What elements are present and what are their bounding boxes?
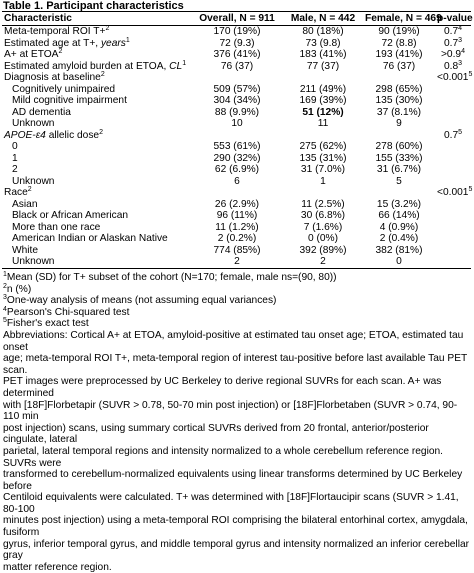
row-label [2, 118, 191, 130]
row-label-text: Black or African American [12, 210, 129, 221]
row-label-text: Cognitively unimpaired [12, 83, 116, 95]
row-label-text: Unknown [12, 175, 55, 187]
cell-male: 77 (37) [306, 60, 340, 72]
table-title: Table 1. Participant characteristics [3, 0, 184, 12]
cell-female: 15 (3.2%) [376, 198, 422, 210]
footnote [3, 307, 471, 319]
cell-female: 72 (8.8) [381, 37, 417, 49]
footnote-text: Pearson's Chi-squared test [6, 306, 130, 318]
cell-overall: 376 (41%) [213, 49, 261, 60]
abbreviation-line: parietal, lateral temporal regions and intensity normalized to a whole cerebellum reference region. SUVRs were [3, 445, 443, 469]
row-label [2, 95, 191, 107]
cell-female: 0 [363, 256, 435, 268]
footnote-list [3, 272, 471, 330]
footnote-mark: 4 [3, 305, 7, 313]
header-male: Male, N = 442 [283, 12, 363, 26]
row-label-text: White [12, 244, 39, 256]
cell-pvalue [435, 164, 471, 176]
footnote-mark: 5 [3, 317, 7, 325]
table-row [2, 61, 471, 73]
cell-male: 1 [320, 175, 326, 187]
cell-male: 11 (2.5%) [301, 198, 345, 210]
cell-pvalue [435, 61, 471, 73]
row-label [2, 72, 191, 84]
cell-male: 80 (18%) [302, 26, 344, 37]
table-row [2, 118, 471, 130]
abbreviation-line: PET images were preprocessed by UC Berkeley to derive regional SUVRs for each scan. A+ was determined [3, 376, 442, 399]
cell-female: 90 (19%) [378, 26, 420, 37]
cell-overall: 11 (1.2%) [215, 221, 259, 233]
cell-female: 9 [396, 118, 402, 129]
cell-female: 37 (8.1%) [376, 106, 422, 118]
footnote [3, 272, 471, 284]
cell-female: 2 (0.4%) [379, 233, 419, 244]
abbreviation-line: matter reference region. [3, 561, 112, 573]
pvalue-text: 0.7 [443, 26, 459, 37]
cell-male: 2 [283, 256, 363, 268]
cell-overall: 304 (34%) [213, 95, 261, 106]
row-label [2, 222, 191, 234]
cell-overall [191, 72, 283, 84]
table-row [2, 245, 471, 257]
table-row [2, 222, 471, 234]
row-label-italic: APOE-ε4 [4, 129, 46, 141]
cell-female [363, 72, 435, 84]
footnote [3, 318, 471, 330]
cell-pvalue [435, 26, 471, 38]
cell-female: 66 (14%) [378, 210, 420, 221]
table-row [2, 26, 471, 38]
abbreviation-line: with [18F]Florbetapir (SUVR > 0.78, 50-70 min post injection) or [18F]Florbetaben (SUVR > 0.74, 90-110 min [3, 399, 458, 423]
pvalue-footnote-mark: 5 [468, 186, 473, 193]
cell-female [363, 130, 435, 142]
row-label [2, 107, 191, 119]
table-row [2, 153, 471, 165]
table-header-row [2, 12, 471, 26]
pvalue-text: <0.001 [437, 72, 469, 83]
footnote-text: n (%) [6, 283, 32, 295]
cell-male [283, 130, 363, 142]
pvalue-footnote-mark: 4 [461, 48, 466, 55]
cell-female: 278 (60%) [375, 141, 423, 152]
cell-female: 382 (81%) [375, 244, 423, 256]
cell-overall: 774 (85%) [213, 244, 261, 256]
cell-overall: 26 (2.9%) [214, 198, 260, 210]
row-label-text: A+ at ETOA [4, 49, 59, 60]
cell-overall: 10 [231, 118, 243, 129]
row-label-text: Unknown [12, 256, 55, 267]
pvalue-text: <0.001 [437, 187, 469, 198]
row-label-text: Asian [12, 198, 38, 210]
pvalue-footnote-mark: 4 [458, 25, 463, 32]
table-row [2, 164, 471, 176]
cell-female: 76 (37) [382, 60, 416, 72]
cell-pvalue [435, 72, 471, 84]
row-label [2, 38, 191, 50]
header-pvalue: p-value [437, 12, 473, 24]
cell-female: 193 (41%) [375, 49, 423, 60]
footnote [3, 295, 471, 307]
row-label-text: 2 [12, 164, 18, 175]
row-label-text: Unknown [12, 118, 55, 129]
cell-male [283, 72, 363, 84]
row-label [2, 61, 191, 73]
cell-pvalue [435, 222, 471, 234]
row-label-text: More than one race [12, 221, 101, 233]
cell-pvalue [435, 118, 471, 130]
table-row [2, 141, 471, 153]
footnote-mark: 3 [3, 294, 7, 302]
row-label [2, 256, 191, 268]
cell-male: 7 (1.6%) [303, 221, 343, 233]
row-label [2, 210, 191, 222]
row-label-footnote-mark: 2 [99, 128, 103, 136]
cell-male: 11 [317, 118, 329, 129]
cell-overall [191, 187, 283, 199]
cell-overall: 2 [191, 256, 283, 268]
cell-overall [191, 130, 283, 142]
row-label-text: Meta-temporal ROI T+ [4, 26, 106, 37]
row-label [2, 153, 191, 165]
cell-overall: 290 (32%) [213, 152, 261, 164]
row-label-footnote-mark: 2 [105, 25, 110, 32]
footnote-mark: 1 [3, 271, 7, 278]
row-label-unit: years [100, 37, 126, 49]
row-label-unit: CL [169, 60, 183, 72]
cell-pvalue [435, 130, 471, 142]
cell-pvalue [435, 84, 471, 96]
cell-overall: 76 (37) [220, 60, 254, 72]
pvalue-footnote-mark: 3 [458, 36, 463, 44]
cell-overall: 2 (0.2%) [217, 233, 257, 244]
cell-pvalue [435, 95, 471, 107]
cell-female: 135 (30%) [375, 95, 423, 106]
table-row [2, 256, 471, 268]
cell-overall: 96 (11%) [216, 210, 258, 221]
footnote [3, 284, 471, 296]
cell-male: 51 (12%) [302, 106, 344, 118]
cell-pvalue [435, 245, 471, 257]
cell-overall: 62 (6.9%) [214, 164, 260, 175]
row-label [2, 233, 191, 245]
cell-pvalue [435, 176, 471, 188]
abbreviation-line: Centiloid equivalents were calculated. T+ was determined with [18F]Flortaucipir scans (SUVR > 1.41, 80-100 [3, 492, 459, 515]
cell-overall: 72 (9.3) [219, 37, 255, 49]
row-label [2, 164, 191, 176]
abbreviation-line: transformed to cerebellum-normalized equivalents using linear transforms determined by UC Berkeley before [3, 469, 463, 492]
characteristics-table [2, 11, 471, 269]
table-row [2, 95, 471, 107]
cell-female: 298 (65%) [375, 83, 423, 95]
row-label-footnote-mark: 2 [58, 48, 63, 55]
footnotes [3, 272, 471, 573]
table-row [2, 187, 471, 199]
cell-pvalue [435, 153, 471, 165]
cell-pvalue [435, 199, 471, 211]
cell-pvalue [435, 38, 471, 50]
header-overall: Overall, N = 911 [191, 12, 283, 26]
pvalue-text: >0.9 [440, 49, 462, 60]
pvalue-footnote-mark: 5 [468, 71, 473, 78]
row-label [2, 141, 191, 153]
cell-male: 73 (9.8) [305, 37, 341, 49]
table-row [2, 176, 471, 188]
cell-female: 31 (6.7%) [376, 164, 422, 175]
row-label-footnote-mark: 2 [100, 71, 105, 78]
footnote-text: Fisher's exact test [6, 318, 89, 330]
row-label-text: Mild cognitive impairment [12, 95, 127, 106]
header-female: Female, N = 469 [365, 12, 442, 24]
cell-overall: 553 (61%) [213, 141, 261, 152]
cell-pvalue [435, 210, 471, 222]
cell-pvalue [435, 187, 471, 199]
row-label [2, 130, 191, 142]
cell-female: 5 [396, 175, 402, 187]
table-row [2, 38, 471, 50]
cell-male: 30 (6.8%) [300, 210, 346, 221]
table-row [2, 49, 471, 61]
cell-male [283, 187, 363, 199]
pvalue-footnote-mark: 3 [458, 59, 463, 67]
row-label [2, 49, 191, 61]
table-row [2, 199, 471, 211]
cell-male: 211 (49%) [299, 83, 347, 95]
table-row [2, 72, 471, 84]
cell-overall: 88 (9.9%) [214, 106, 260, 118]
cell-overall: 6 [234, 175, 240, 187]
cell-overall: 509 (57%) [213, 83, 261, 95]
cell-male: 392 (89%) [299, 244, 347, 256]
row-label [2, 26, 191, 38]
abbreviation-line: minutes post injection) using a meta-temporal ROI comprising the bilateral entorhinal cortex, amygdala, fusiform [3, 515, 468, 539]
abbreviation-line: post injection) scans, using summary cortical SUVRs derived from 20 frontal, anterior/posterior cingulate, lateral [3, 422, 429, 446]
row-label-tail: allelic dose [45, 129, 100, 141]
cell-pvalue [435, 49, 471, 61]
cell-female [363, 187, 435, 199]
table-row [2, 107, 471, 119]
row-label-text: Race [4, 187, 28, 198]
table-body [2, 26, 471, 269]
row-label [2, 199, 191, 211]
cell-pvalue [435, 107, 471, 119]
cell-pvalue [435, 233, 471, 245]
cell-overall: 170 (19%) [213, 26, 261, 37]
cell-female: 4 (0.9%) [379, 221, 419, 233]
row-label-text: Estimated amyloid burden at ETOA, [4, 60, 170, 72]
row-label-footnote-mark: 1 [182, 59, 187, 67]
cell-male: 169 (39%) [299, 95, 347, 106]
abbreviations [3, 330, 471, 573]
row-label-text: American Indian or Alaskan Native [12, 233, 168, 244]
table-row [2, 84, 471, 96]
pvalue-footnote-mark: 5 [458, 128, 463, 136]
row-label-footnote-mark: 1 [125, 36, 130, 44]
table-row [2, 210, 471, 222]
cell-pvalue [435, 141, 471, 153]
row-label [2, 245, 191, 257]
header-characteristic: Characteristic [2, 12, 191, 26]
row-label [2, 84, 191, 96]
abbreviation-line: gyrus, inferior temporal gyrus, and middle temporal gyrus and intensity normalized an inferior cerebellar gray [3, 538, 470, 562]
cell-male: 135 (31%) [299, 152, 347, 164]
row-label-text: Diagnosis at baseline [4, 72, 101, 83]
row-label-text: 0 [12, 141, 18, 152]
footnote-mark: 2 [3, 282, 7, 290]
cell-male: 183 (41%) [299, 49, 347, 60]
table-row [2, 130, 471, 142]
pvalue-text: 0.7 [443, 37, 459, 49]
abbreviation-line: age; meta-temporal ROI T+, meta-temporal region of interest tau-positive before last available Tau PET scan. [3, 353, 468, 376]
pvalue-text: 0.8 [443, 60, 459, 72]
row-label-text: Estimated age at T+, [4, 37, 101, 49]
row-label-footnote-mark: 2 [27, 186, 32, 193]
row-label-text: AD dementia [12, 106, 71, 118]
abbreviation-line: Abbreviations: Cortical A+ at ETOA, amyloid-positive at estimated tau onset age; ETOA, estimated tau onset [3, 329, 464, 353]
table-row [2, 233, 471, 245]
footnote-text: Mean (SD) for T+ subset of the cohort (N=170; female, male ns=(90, 80)) [6, 272, 337, 283]
cell-female: 155 (33%) [375, 152, 423, 164]
row-label-text: 1 [12, 152, 18, 164]
cell-male: 31 (7.0%) [300, 164, 346, 175]
footnote-text: One-way analysis of means (not assuming equal variances) [6, 295, 277, 307]
cell-pvalue [435, 256, 471, 268]
cell-male: 0 (0%) [307, 233, 338, 244]
row-label [2, 187, 191, 199]
pvalue-text: 0.7 [443, 129, 459, 141]
cell-male: 275 (62%) [299, 141, 347, 152]
